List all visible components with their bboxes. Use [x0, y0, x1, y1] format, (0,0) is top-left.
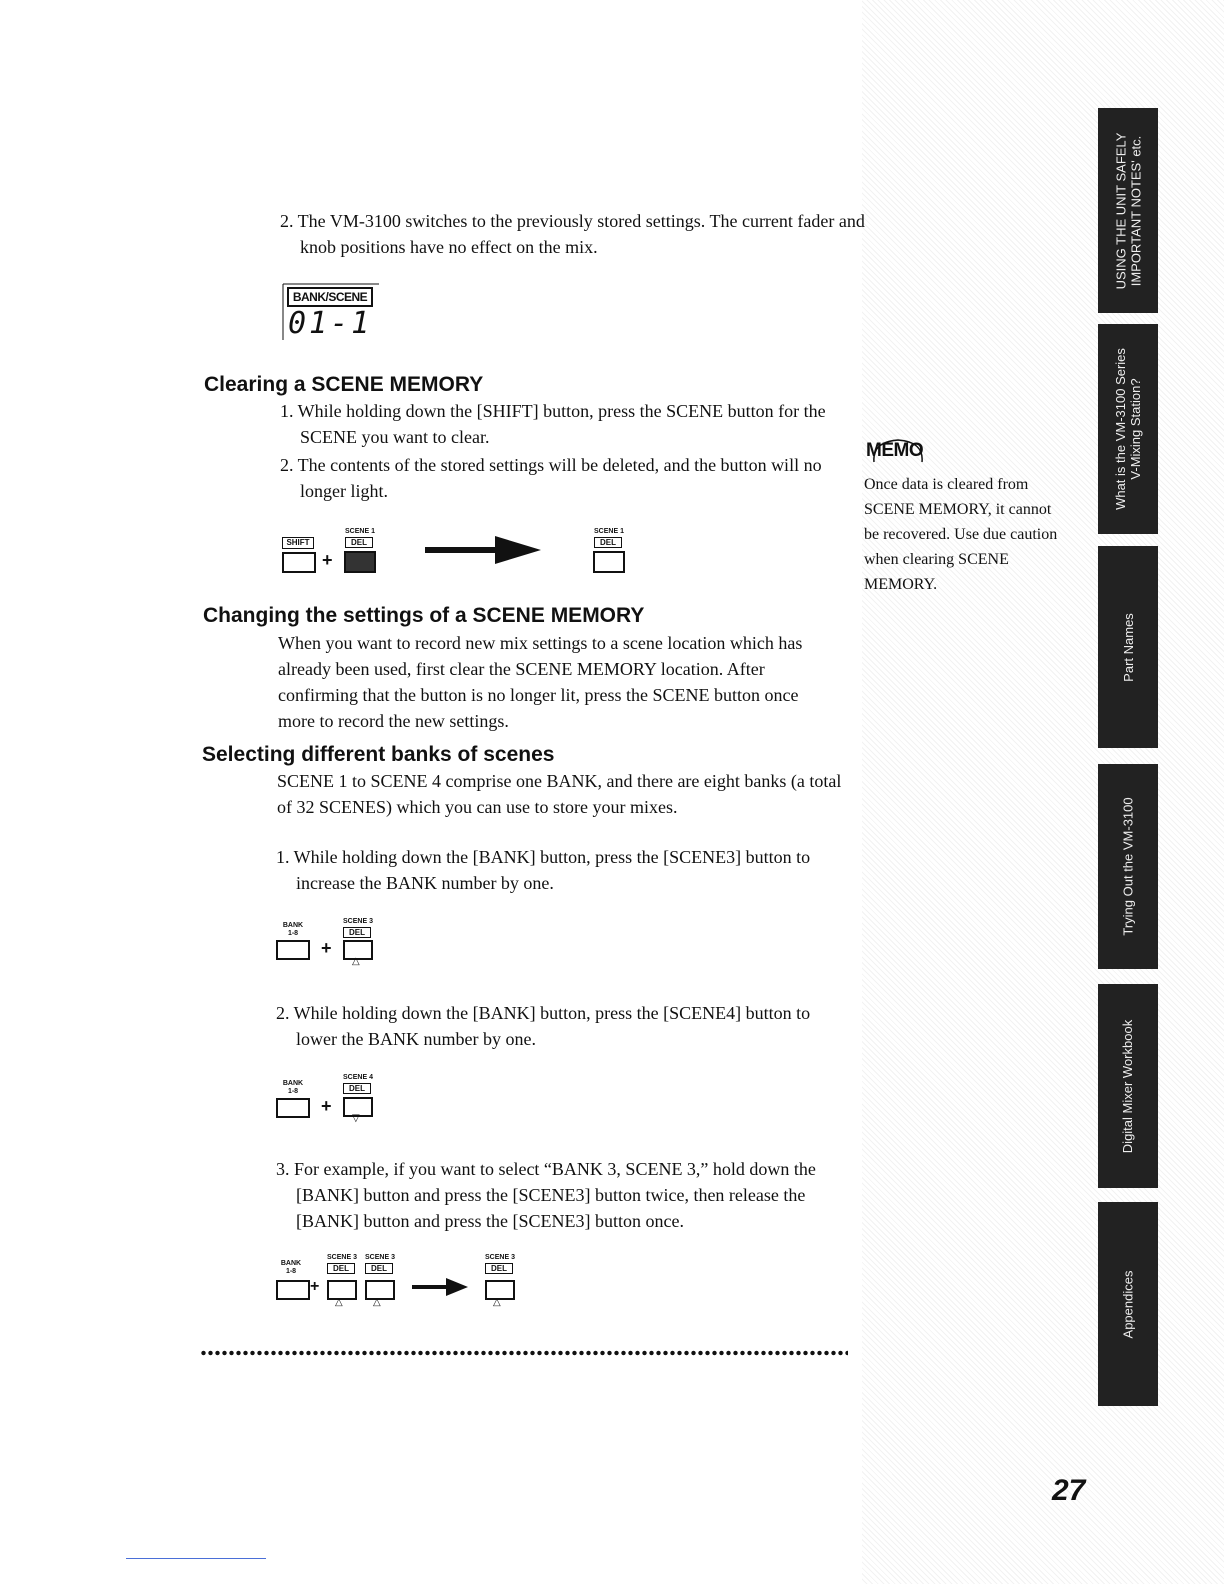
bank-range-label: 1-8	[285, 1268, 297, 1275]
changing-body: When you want to record new mix settings to a scene location which has already been used, first clear the SCENE MEMORY location. After confirming that the button is no longer lit, press the SCENE button once more to record the new settings.	[278, 633, 803, 731]
plus-icon: +	[322, 550, 333, 570]
tab-part-names[interactable]	[1098, 546, 1158, 748]
unlit-scene-button-icon	[593, 551, 625, 573]
banks-step-3: 3. For example, if you want to select “BANK 3, SCENE 3,” hold down the [BANK] button and press the [SCENE3] button twice, then release the [BANK] button and press the [SCENE3] button once.	[276, 1159, 816, 1231]
scene3-label-result: SCENE 3	[485, 1254, 515, 1261]
memo-title: MEMO	[866, 440, 924, 461]
plus-icon: +	[321, 1096, 332, 1116]
del-label: DEL	[345, 537, 373, 548]
bank-range-label: 1-8	[287, 1088, 299, 1095]
bank-up-diagram	[276, 918, 386, 972]
footer-rule	[126, 1558, 266, 1559]
triangle-up-icon: △	[493, 1297, 501, 1308]
memo-text: Once data is cleared from SCENE MEMORY, it cannot be recovered. Use due caution when clearing SCENE MEMORY.	[864, 476, 1058, 593]
plus-icon: +	[321, 938, 332, 958]
tab-label: Trying Out the VM-3100	[1120, 797, 1136, 936]
arrow-right-icon	[425, 536, 541, 564]
triangle-up-icon: △	[373, 1297, 381, 1308]
bank-button-icon	[276, 940, 310, 960]
heading-changing: Changing the settings of a SCENE MEMORY	[203, 604, 645, 627]
bank3-scene3-diagram	[276, 1254, 536, 1320]
arrow-right-icon	[412, 1278, 468, 1296]
lit-scene-button-icon	[344, 551, 376, 573]
heading-clearing: Clearing a SCENE MEMORY	[204, 373, 484, 396]
triangle-down-icon: ▽	[352, 1113, 360, 1124]
triangle-up-icon: △	[335, 1297, 343, 1308]
heading-banks: Selecting different banks of scenes	[202, 743, 555, 766]
clear-diagram	[280, 528, 640, 574]
tab-trying-out[interactable]	[1098, 764, 1158, 969]
sidebar-background	[862, 0, 1224, 1584]
scene3-label-second: SCENE 3	[365, 1254, 395, 1261]
scene1-label-after: SCENE 1	[594, 528, 624, 535]
clear-step-2: 2. The contents of the stored settings will be deleted, and the button will no longer light.	[280, 455, 822, 501]
tab-label: Digital Mixer Workbook	[1120, 1019, 1136, 1153]
del-label-second: DEL	[365, 1263, 393, 1274]
del-label: DEL	[343, 927, 371, 938]
lcd-label: BANK/SCENE	[287, 287, 373, 307]
banks-body: SCENE 1 to SCENE 4 comprise one BANK, and there are eight banks (a total of 32 SCENES) which you can use to store your mixes.	[277, 771, 842, 817]
scene1-label: SCENE 1	[345, 528, 375, 535]
del-label-first: DEL	[327, 1263, 355, 1274]
tab-label: Appendices	[1120, 1270, 1136, 1338]
shift-button-label: SHIFT	[282, 537, 314, 549]
tab-appendices[interactable]	[1098, 1202, 1158, 1406]
plus-icon: +	[310, 1278, 320, 1295]
tab-digital-mixer-workbook[interactable]	[1098, 984, 1158, 1188]
bank-button-icon	[276, 1098, 310, 1118]
banks-step-2: 2. While holding down the [BANK] button, press the [SCENE4] button to lower the BANK number by one.	[276, 1003, 811, 1049]
tab-label: What is the VM-3100 Series V-Mixing Station?	[1113, 348, 1144, 510]
bank-label: BANK	[280, 1260, 302, 1267]
clear-step-1: 1. While holding down the [SHIFT] button, press the SCENE button for the SCENE you want to clear.	[280, 401, 826, 447]
bank-button-icon	[276, 1280, 310, 1300]
del-label-result: DEL	[485, 1263, 513, 1274]
tab-label: USING THE UNIT SAFELY IMPORTANT NOTES' etc.	[1113, 132, 1144, 289]
bank-label: BANK	[282, 1080, 304, 1087]
bank-down-diagram	[276, 1072, 386, 1126]
lcd-value: 01-1	[288, 306, 373, 341]
recall-step-2: 2. The VM-3100 switches to the previously stored settings. The current fader and knob positions have no effect on the mix.	[280, 211, 865, 257]
dotted-divider	[200, 1348, 848, 1358]
triangle-up-icon: △	[352, 956, 360, 967]
bank-range-label: 1-8	[287, 930, 299, 937]
scene3-label: SCENE 3	[343, 918, 373, 925]
del-label-after: DEL	[594, 537, 622, 548]
scene4-label: SCENE 4	[343, 1074, 373, 1081]
tab-using-unit-safely[interactable]	[1098, 108, 1158, 313]
del-label: DEL	[343, 1083, 371, 1094]
tab-label: Part Names	[1120, 612, 1136, 682]
page-number: 27	[1052, 1474, 1086, 1507]
banks-step-1: 1. While holding down the [BANK] button, press the [SCENE3] button to increase the BANK number by one.	[276, 847, 811, 893]
memo-icon	[868, 436, 928, 466]
scene3-label-first: SCENE 3	[327, 1254, 357, 1261]
bank-label: BANK	[282, 922, 304, 929]
tab-what-is-vm3100[interactable]	[1098, 324, 1158, 534]
shift-button-icon	[282, 552, 316, 573]
